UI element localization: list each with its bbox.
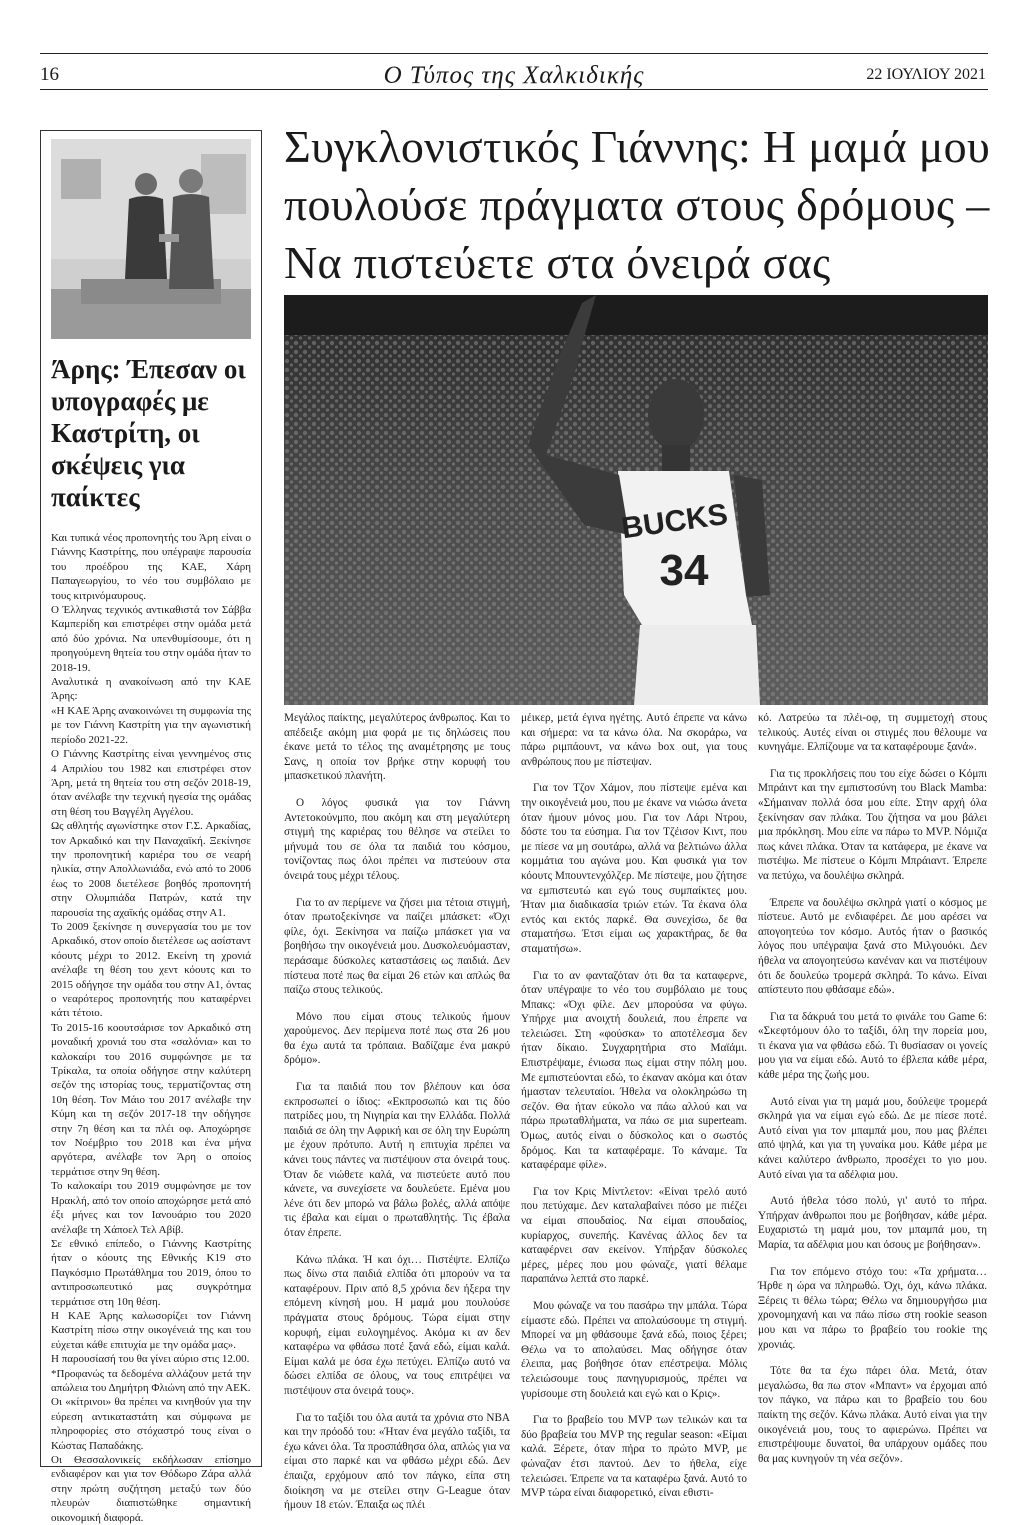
giannis-celebration-photo [284,295,988,705]
article-paragraph: Μόνο που είμαι στους τελικούς ήμουν χαρούμενος. Δεν περίμενα ποτέ πως στα 26 μου θα έχω αυτά τα τρόπαια. Βαδίζαμε ένα μακρύ δρόμο». [284,1010,510,1067]
article-paragraph: Ο λόγος φυσικά για τον Γιάννη Αντετοκούνμπο, που ακόμη και στη μεγαλύτερη στιγμή της καριέρας του θέλησε να στείλει το μήνυμά του σε όλα τα παιδιά του κόσμου, τονίζοντας πως όλοι πρέπει να πιστεύουν στα όνειρά τους μέχρι τέλους. [284,796,510,882]
sidebar-paragraph: Αναλυτικά η ανακοίνωση από την ΚΑΕ Άρης: [51,676,251,703]
article-column-2 [521,711,747,1500]
article-paragraph: Για το βραβείο του MVP των τελικών και τα δύο βραβεία του MVP της regular season: «Είμαι καλά. Ξέρετε, όταν πήρα το πρώτο MVP, με φώναζαν έτσι παντού. Δεν το ήθελα, είχε τελειώσει. Έπρεπε να τα καταφέρω ξανά. Αυτό το MVP τώρα είναι διαφορετικό, είναι εθιστι- [521,1414,747,1500]
sidebar-paragraph: Το 2015-16 κοουτσάρισε τον Αρκαδικό στη μοναδική χρονιά του στα «σαλόνια» και το καλοκαίρι του 2016 συμφώνησε με τα Τρίκαλα, τα οποία οδήγησε στην καλύτερη σεζόν της ιστορίας τους, τερματίζοντας στη 10η θέση. Τον Μάιο του 2017 ανέλαβε την Κύμη και τη σεζόν 2017-18 την οδήγησε στην 7η θέση και τα πλέι οφ. Αποχώρησε τον Νοέμβριο του 2018 και ένα μήνα αργότερα, ανέλαβε τον Άρη ο οποίος τερμάτισε στην 9η θέση. [51,1021,251,1178]
article-paragraph: Κάνω πλάκα. Ή και όχι… Πιστέψτε. Ελπίζω πως δίνω στα παιδιά ελπίδα ότι μπορούν να τα καταφέρουν. Πριν από 8,5 χρόνια δεν ήξερα την επόμενη κίνησή μου. Η μαμά μου πουλούσε πράγματα στους δρόμους. Τώρα είμαι στην κορυφή, είμαι ευλογημένος. Ακόμα κι αν δεν καταφέρω να φθάσω ποτέ ξανά εδώ, είμαι καλά. Είμαι καλά με όσα έχω πετύχει. Ελπίζω αυτό να δώσει ελπίδα σε όλους, να τους επιτρέψει να πιστέψουν στα όνειρά τους». [284,1253,510,1397]
sidebar-paragraph: Ο Έλληνας τεχνικός αντικαθιστά τον Σάββα Καμπερίδη και επιστρέφει στην ομάδα μετά από δύο χρόνια. Να υπενθυμίσουμε, ότι η προηγούμενη θητεία του στην ομάδα ήταν το 2018-19. [51,604,252,674]
jersey-team: BUCKS [619,497,730,546]
sidebar-paragraph: Ως αθλητής αγωνίστηκε στον Γ.Σ. Αρκαδίας, τον Αρκαδικό και την Παναχαϊκή. Ξεκίνησε την προπονητική καριέρα του σε νεαρή ηλικία, στην Απολλωνιάδα, ενώ από το 2006 έως το 2008 διετέλεσε βοηθός προπονητή στην Ολυμπιάδα Πατρών, κατά την παρουσία της αχαϊκής ομάδας στην Α1. [51,820,251,919]
article-paragraph: μέικερ, μετά έγινα ηγέτης. Αυτό έπρεπε να κάνω και σήμερα: να τα κάνω όλα. Να σκοράρω, να πάρω ριμπάουντ, να κάνω box out, για τους ανθρώπους που με πίστεψαν. [521,712,747,768]
coach-signing-photo [51,139,251,339]
article-paragraph: κό. Λατρεύω τα πλέι-οφ, τη συμμετοχή στους τελικούς. Αυτές είναι οι στιγμές που θέλουμε να κυνηγάμε. Ελπίζουμε να τα καταφέρουμε ξανά». [758,712,987,754]
article-paragraph: Για τον επόμενο στόχο του: «Τα χρήματα… Ήρθε η ώρα να πληρωθώ. Όχι, όχι, κάνω πλάκα. Ξέρεις τι θέλω τώρα; Θέλω να δημιουργήσω μια χρονομηχανή και να πάω πίσω στη rookie season μου και να πάρω το βραβείο του rookie της χρονιάς. [758,1265,987,1351]
page-number: 16 [40,64,59,85]
article-paragraph: Μου φώναζε να του πασάρω την μπάλα. Τώρα είμαστε εδώ. Πρέπει να απολαύσουμε τη στιγμή. Μπορεί να μη φθάσουμε ξανά εδώ, ποιος ξέρει; Θέλω να το απολαύσει. Μας οδήγησε όταν έλειπα, μας βοήθησε όταν επέστρεψα. Μόλις τελειώσουμε τους πανηγυρισμούς, πρέπει να γυρίσουμε στη δουλειά και εγώ και ο Κρις». [521,1299,747,1400]
article-paragraph: Τότε θα τα έχω πάρει όλα. Μετά, όταν μεγαλώσω, θα πω στον «Μπαντ» να έρχομαι από τον πάγκο, να πάρω και το βραβείο του 6ου παίκτη της σεζόν. Κάνω πλάκα. Αυτό είναι για την οικογένειά μου, τους το αφιερώνω. Πρέπει να επιστρέψουμε δυνατοί, θα υπάρχουν ομάδες που θα μας κυνηγούν τη νέα σεζόν». [758,1365,987,1465]
sidebar-paragraph: Οι «κίτρινοι» θα πρέπει να κινηθούν για την εύρεση αντικαταστάτη και σύμφωνα με πληροφορίες στο στόχαστρό τους είναι ο Κώστας Παπαδάκης. [51,1396,251,1452]
article-paragraph: Για τον Κρις Μίντλετον: «Είναι τρελό αυτό που πετύχαμε. Δεν καταλαβαίνει πόσο με πιέζει να είμαι σπουδαίος. Να είμαι σπουδαίος, κυρίαρχος, συνεπής. Κανένας άλλος δεν τα καταφέρνει σαν εκείνον. Υπήρξαν δύσκολες μέρες, μέρες που μου φώναζε, γιατί θέλαμε παραπάνω λεπτά στο παρκέ. [521,1185,747,1286]
sidebar-story [40,130,262,1524]
article-paragraph: Μεγάλος παίκτης, μεγαλύτερος άνθρωπος. Και το απέδειξε ακόμη μια φορά με τις δηλώσεις που έκανε μετά το τέλος της αναμέτρησης με τους Σανς, η οποία τον βρήκε στην κορυφή του μπασκετικού πλανήτη. [284,712,510,783]
sidebar-paragraph: Το 2009 ξεκίνησε η συνεργασία του με τον Αρκαδικό, στον οποίο διετέλεσε ως ασίσταντ κόουτς μέχρι το 2012. Εκείνη τη χρονιά ανέλαβε τη θέση του χεντ κόουτς και το 2015 οδήγησε την ομάδα του στην Α1, όντας ο νεαρότερος προπονητής που καταφέρνει κάτι τέτοιο. [51,920,251,1020]
article-paragraph: Για το ταξίδι του όλα αυτά τα χρόνια στο NBA και την πρόοδό του: «Ήταν ένα μεγάλο ταξίδι, τα έχω κάνει όλα. Τα προσπάθησα όλα, απλώς για να είμαι στο παρκέ και να φθάσω μέχρι εδώ. Δεν έπαιζα, ερχόμουν από τον πάγκο, είπα στη διοίκηση να με στείλει στην G-League όταν ήμουν 18 ετών. Έπαιξα ως πλέι [284,1411,510,1512]
sidebar-paragraph: Η ΚΑΕ Άρης καλωσορίζει τον Γιάννη Καστρίτη πίσω στην οικογένειά της και του εύχεται κάθε επιτυχία με την ομάδα μας». [51,1309,251,1351]
sidebar-paragraph: Και τυπικά νέος προπονητής του Άρη είναι ο Γιάννης Καστρίτης, που υπέγραψε παρουσία του προέδρου της ΚΑΕ, Χάρη Παπαγεωργίου, το νέο του συμβόλαιο με τους κιτρινόμαυρους. [51,532,251,602]
sidebar-body [51,531,251,1525]
sidebar-paragraph: Σε εθνικό επίπεδο, ο Γιάννης Καστρίτης ήταν ο κόουτς της Εθνικής Κ19 στο Παγκόσμιο Πρωτάθλημα του 2019, όπου το αντιπροσωπευτικό μας συγκρότημα τερμάτισε στη 10η θέση. [51,1237,251,1308]
issue-date: 22 ΙΟΥΛΙΟΥ 2021 [866,66,986,83]
sidebar-paragraph: «Η ΚΑΕ Άρης ανακοινώνει τη συμφωνία της με τον Γιάννη Καστρίτη για την αγωνιστική περίοδο 2021-22. [51,704,251,746]
sidebar-paragraph: Το καλοκαίρι του 2019 συμφώνησε με τον Ηρακλή, από τον οποίο αποχώρησε μετά από έξι μήνες και τον Ιανουάριο του 2020 ανέλαβε τη Χάποελ Τελ Αβίβ. [51,1180,251,1236]
newspaper-masthead: Ο Τύπος της Χαλκιδικής [383,62,645,89]
article-paragraph: Για τα δάκρυά του μετά το φινάλε του Game 6: «Σκεφτόμουν όλο το ταξίδι, όλη την πορεία μου, τι έκανα για να φθάσω εδώ. Τι θυσίασαν οι γονείς μου για να είμαι εδώ. Αυτό το έβλεπα κάθε μέρα, κάθε μέρα της ζωής μου. [758,1010,987,1082]
article-paragraph: Έπρεπε να δουλέψω σκληρά γιατί ο κόσμος με πίστευε. Αυτό με ενδιαφέρει. Δε μου αρέσει να απογοητεύω τον κόσμο. Αυτός ήταν ο βασικός λόγος που υπέγραψα ξανά στο Μιλγουόκι. Δεν ήθελα να απογοητεύσω κανέναν και να πιστέψουν ότι δε δουλεύω τρομερά σκληρά. Το κάνω. Είναι απίστευτο που φθάσαμε εδώ». [758,896,987,997]
article-paragraph: Για τις προκλήσεις που του είχε δώσει ο Κόμπι Μπράιντ και την εμπιστοσύνη του Black Mamba: «Σήμαιναν πολλά όσα μου είπε. Στην αρχή όλα ξεκίνησαν σαν πλάκα. Του ζήτησα να μου βάλει μια πρόκληση. Μου είπε να πάρω το MVP. Νόμιζα πως κάνει πλάκα. Όταν τα κατάφερα, με έκανε να πιστέψω. Με πίστευε ο Κόμπι Μπράιαντ. Έπρεπε να πετύχω, να δουλέψω σκληρά. [758,767,987,882]
jersey-number: 34 [659,546,709,595]
article-paragraph: Για τα παιδιά που τον βλέπουν και όσα εκπροσωπεί ο ίδιος: «Εκπροσωπώ και τις δύο πατρίδες μου, τη Νιγηρία και την Ελλάδα. Πολλά παιδιά σε όλη την Αφρική και σε όλη την Ευρώπη με έχουν πρότυπο. Αυτή η επιτυχία πρέπει να κάνει τους πάντες να πιστέψουν στα όνειρά τους. Όταν δε νιώθετε καλά, να πιστεύετε αυτό που κάνετε, να συνεχίσετε να δουλεύετε. Εμένα μου λένε ότι δεν μπορώ να βάλω βολές, αλλά απόψε τις έβαλα και είμαι ο πρωταθλητής. Τις έβαλα όταν έπρεπε. [284,1081,510,1239]
header-top-rule [40,53,988,54]
article-column-3 [758,711,987,1471]
article-column-1 [284,711,510,1512]
header-bottom-rule [40,89,988,90]
sidebar-paragraph: Οι Θεσσαλονικείς εκδήλωσαν επίσημο ενδιαφέρον και για τον Θόδωρο Ζάρα αλλά στην πρώτη συζήτηση μεταξύ των δύο πλευρών διαπιστώθηκε σημαντική οικονομική διαφορά. [51,1454,251,1524]
article-paragraph: Αυτό ήθελα τόσο πολύ, γι' αυτό το πήρα. Υπήρχαν άνθρωποι που με βοήθησαν, κάθε μέρα. Ευχαριστώ τη μαμά μου, τον μπαμπά μου, τη Μαρία, τα αδέλφια μου και όσους με βοήθησαν». [758,1195,987,1251]
article-paragraph: Για το αν φανταζόταν ότι θα τα καταφερνε, όταν υπέγραψε το νέο του συμβόλαιο με τους Μπακς: «Όχι φίλε. Δεν μπορούσα να φύγω. Υπήρχε μια ανοιχτή δουλειά, που έπρεπε να τελειώσει. Στη «φούσκα» το αποτέλεσμα δεν ήταν δίκαιο. Συγχαρητήρια στο Μαϊάμι. Επιστρέψαμε, ένιωσα πως είμαι στην πόλη μου. Με εμπιστεύονται εδώ, το έκαναν ακόμα και όταν ήμασταν τελευταίοι. Ήθελα να ολοκληρώσω τη σεζόν. Θα ήταν εύκολο να πάω αλλού και να πάρω πρωταθλήματα, να πάω σε μια superteam. Όμως, αυτός είναι ο δύσκολος και ο σωστός δρόμος. Και τα καταφέραμε. Το κάναμε. Τα καταφέραμε φίλε». [521,969,747,1172]
article-paragraph: Αυτό είναι για τη μαμά μου, δούλεψε τρομερά σκληρά για να είμαι εγώ εδώ. Δε με πίεσε ποτέ. Αυτό είναι για τον μπαμπά μου, που μας βλέπει από ψηλά, και για τη γυναίκα μου. Κάθε μέρα με κάνει καλύτερο άνθρωπο, προσέχει το γιο μου. Αυτό είναι για τα αδέλφια μου. [758,1095,987,1181]
sidebar-paragraph: Ο Γιάννης Καστρίτης είναι γεννημένος στις 4 Απριλίου του 1982 και επιστρέφει στον Άρη, μετά τη θητεία του στη σεζόν 2018-19, όταν ανέλαβε την τεχνική ηγεσία της ομάδας στη θέση του Βαγγέλη Αγγέλου. [51,748,251,818]
sidebar-headline: Άρης: Έπεσαν οι υπογραφές με Καστρίτη, οι σκέψεις για παίκτες [51,354,246,512]
article-paragraph: Για το αν περίμενε να ζήσει μια τέτοια στιγμή, όταν πρωτοξεκίνησε να παίζει μπάσκετ: «Όχι φίλε, όχι. Ξεκίνησα να παίζω μπάσκετ για να βοηθήσω την οικογένειά μου. Δυσκολευόμασταν, περάσαμε δύσκολες καταστάσεις ως παιδιά. Δεν πίστευα ποτέ πως θα είμαι 26 ετών και απλώς θα παίζω στους τελικούς. [284,896,510,997]
article-paragraph: Για τον Τζον Χάμον, που πίστεψε εμένα και την οικογένειά μου, που με έκανε να νιώσω άνετα όταν ήμουν μόνος μου. Για τον Λάρι Ντρου, δόστε του τα εύσημα. Για τον Τζέισον Κιντ, που με πίεσε να μη σουτάρω, αλλά να βελτιώνω άλλα κομμάτια του αγώνα μου. Και φυσικά για τον κόουτς Μπουντενχόλζερ. Με πίστεψε, μου ζήτησε να εμπιστευτώ και εγώ τους συμπαίκτες μου. Ήταν μια διαδικασία τριών ετών. Τα έκανα όλα εντός και εκτός παρκέ. Θα συνεχίσω, δε θα σταματήσω. Έτσι είμαι ως χαρακτήρας, δε θα σταματήσω». [521,782,747,955]
main-headline: Συγκλονιστικός Γιάννης: Η μαμά μου πουλούσε πράγματα στους δρόμους – Να πιστεύετε στα όνειρά σας [284,121,991,288]
sidebar-paragraph: Η παρουσίασή του θα γίνει αύριο στις 12.00. [51,1353,250,1366]
sidebar-paragraph: *Προφανώς τα δεδομένα αλλάζουν μετά την απώλεια του Δημήτρη Φλιώνη από την ΑΕΚ. [51,1367,251,1394]
